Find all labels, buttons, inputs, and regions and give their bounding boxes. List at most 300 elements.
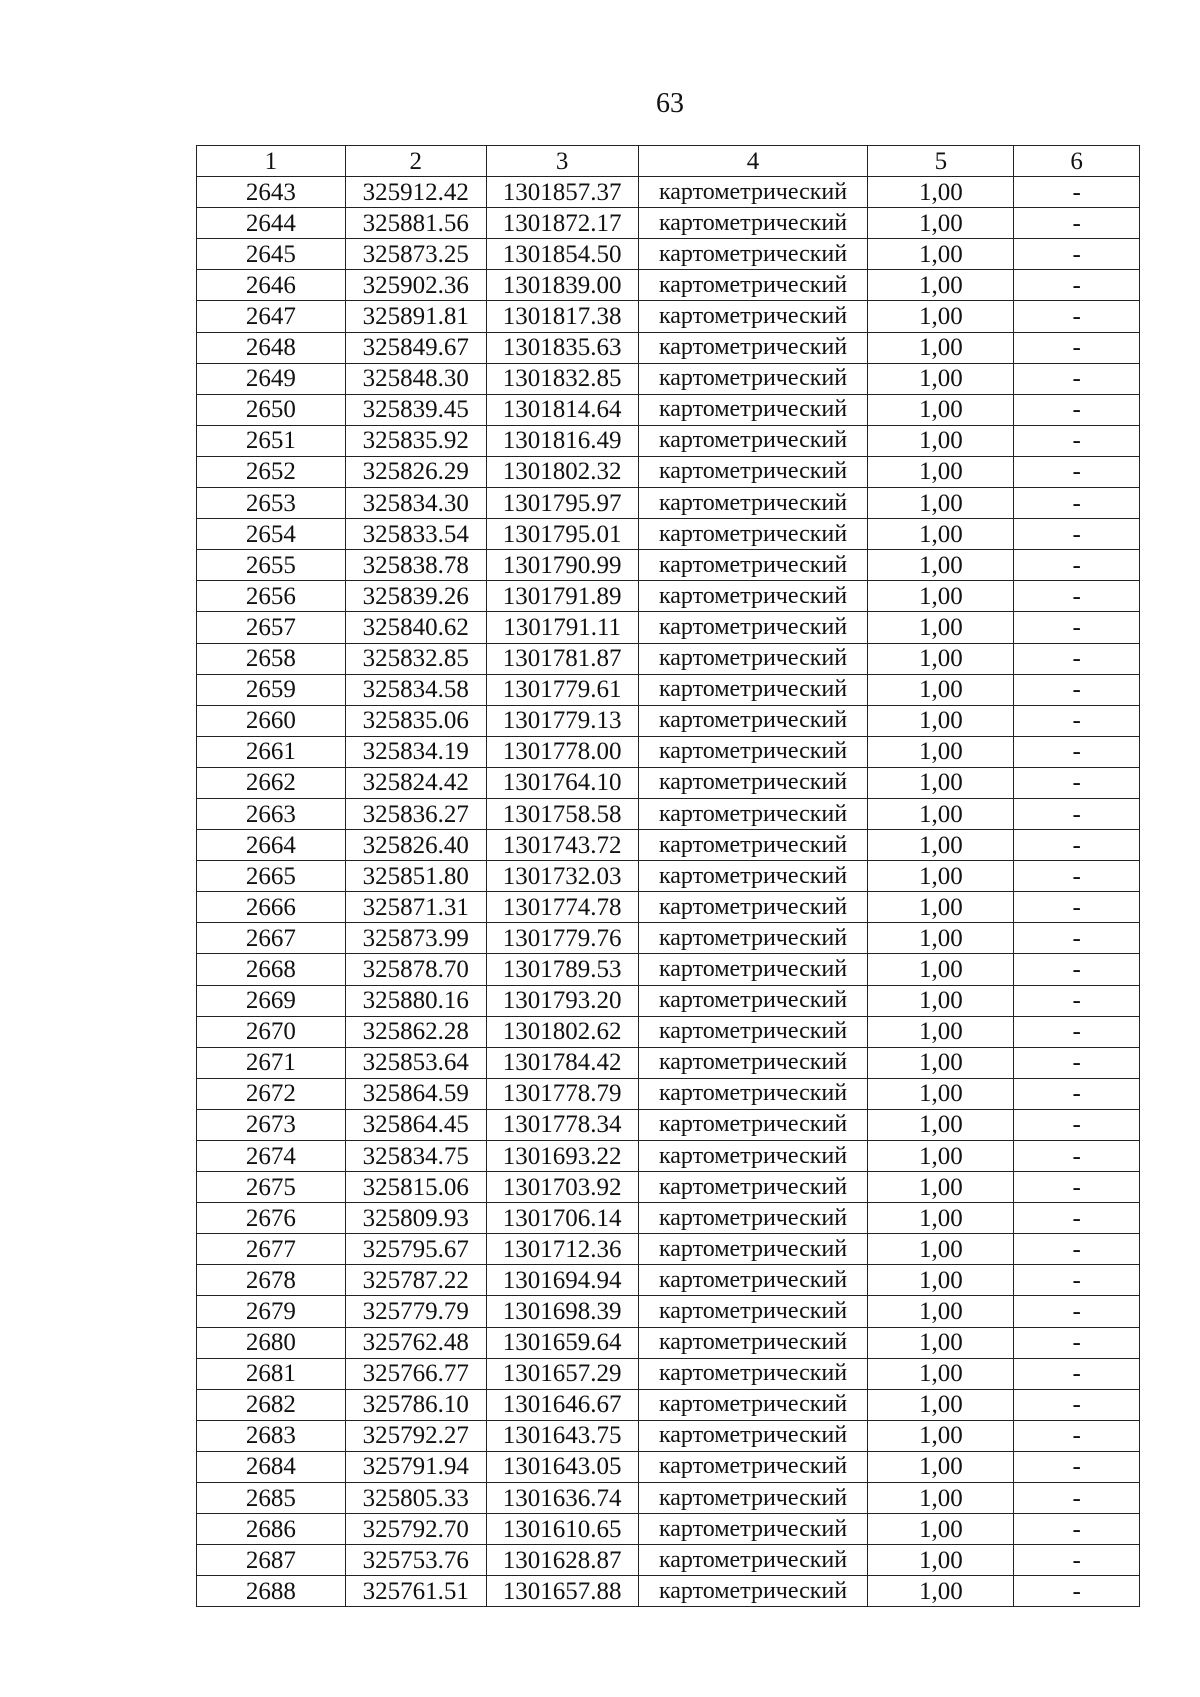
table-row [197,830,1140,861]
point-number-cell: 2651 [197,425,346,456]
y-coordinate-cell: 1301816.49 [486,425,638,456]
y-coordinate-cell: 1301657.88 [486,1576,638,1607]
method-cell: картометрический [638,612,868,643]
accuracy-cell: 1,00 [868,861,1014,892]
method-cell: картометрический [638,1141,868,1172]
table-row [197,985,1140,1016]
note-cell: - [1014,1358,1140,1389]
note-cell: - [1014,456,1140,487]
note-cell: - [1014,892,1140,923]
table-row [197,1296,1140,1327]
note-cell: - [1014,519,1140,550]
y-coordinate-cell: 1301857.37 [486,177,638,208]
accuracy-cell: 1,00 [868,767,1014,798]
note-cell: - [1014,1234,1140,1265]
point-number-cell: 2686 [197,1514,346,1545]
y-coordinate-cell: 1301779.13 [486,705,638,736]
note-cell: - [1014,1514,1140,1545]
method-cell: картометрический [638,1047,868,1078]
x-coordinate-cell: 325864.45 [345,1109,486,1140]
note-cell: - [1014,1545,1140,1576]
accuracy-cell: 1,00 [868,332,1014,363]
y-coordinate-cell: 1301781.87 [486,643,638,674]
table-row [197,1420,1140,1451]
point-number-cell: 2662 [197,767,346,798]
y-coordinate-cell: 1301784.42 [486,1047,638,1078]
method-cell: картометрический [638,1078,868,1109]
note-cell: - [1014,1203,1140,1234]
table-row [197,892,1140,923]
y-coordinate-cell: 1301758.58 [486,798,638,829]
table-row [197,1203,1140,1234]
x-coordinate-cell: 325839.45 [345,394,486,425]
method-cell: картометрический [638,394,868,425]
x-coordinate-cell: 325881.56 [345,208,486,239]
x-coordinate-cell: 325836.27 [345,798,486,829]
x-coordinate-cell: 325873.99 [345,923,486,954]
table-row [197,1358,1140,1389]
y-coordinate-cell: 1301835.63 [486,332,638,363]
table-row [197,208,1140,239]
accuracy-cell: 1,00 [868,892,1014,923]
accuracy-cell: 1,00 [868,1296,1014,1327]
point-number-cell: 2655 [197,550,346,581]
table-row [197,425,1140,456]
y-coordinate-cell: 1301636.74 [486,1483,638,1514]
note-cell: - [1014,954,1140,985]
point-number-cell: 2644 [197,208,346,239]
note-cell: - [1014,581,1140,612]
note-cell: - [1014,736,1140,767]
table-row [197,1234,1140,1265]
x-coordinate-cell: 325795.67 [345,1234,486,1265]
accuracy-cell: 1,00 [868,581,1014,612]
y-coordinate-cell: 1301698.39 [486,1296,638,1327]
method-cell: картометрический [638,954,868,985]
point-number-cell: 2676 [197,1203,346,1234]
point-number-cell: 2661 [197,736,346,767]
point-number-cell: 2656 [197,581,346,612]
x-coordinate-cell: 325761.51 [345,1576,486,1607]
method-cell: картометрический [638,581,868,612]
y-coordinate-cell: 1301694.94 [486,1265,638,1296]
table-row [197,1327,1140,1358]
y-coordinate-cell: 1301732.03 [486,861,638,892]
method-cell: картометрический [638,1576,868,1607]
accuracy-cell: 1,00 [868,798,1014,829]
method-cell: картометрический [638,1234,868,1265]
x-coordinate-cell: 325809.93 [345,1203,486,1234]
method-cell: картометрический [638,1203,868,1234]
method-cell: картометрический [638,1420,868,1451]
accuracy-cell: 1,00 [868,363,1014,394]
table-row [197,177,1140,208]
accuracy-cell: 1,00 [868,1234,1014,1265]
accuracy-cell: 1,00 [868,1420,1014,1451]
table-row [197,301,1140,332]
y-coordinate-cell: 1301872.17 [486,208,638,239]
note-cell: - [1014,1172,1140,1203]
point-number-cell: 2685 [197,1483,346,1514]
x-coordinate-cell: 325834.19 [345,736,486,767]
method-cell: картометрический [638,674,868,705]
method-cell: картометрический [638,519,868,550]
y-coordinate-cell: 1301703.92 [486,1172,638,1203]
method-cell: картометрический [638,550,868,581]
x-coordinate-cell: 325786.10 [345,1389,486,1420]
accuracy-cell: 1,00 [868,1514,1014,1545]
column-header: 4 [638,146,868,177]
x-coordinate-cell: 325779.79 [345,1296,486,1327]
method-cell: картометрический [638,488,868,519]
table-row [197,1514,1140,1545]
point-number-cell: 2665 [197,861,346,892]
note-cell: - [1014,923,1140,954]
method-cell: картометрический [638,1514,868,1545]
point-number-cell: 2660 [197,705,346,736]
point-number-cell: 2664 [197,830,346,861]
accuracy-cell: 1,00 [868,1203,1014,1234]
y-coordinate-cell: 1301791.11 [486,612,638,643]
table-row [197,1545,1140,1576]
accuracy-cell: 1,00 [868,736,1014,767]
point-number-cell: 2666 [197,892,346,923]
accuracy-cell: 1,00 [868,954,1014,985]
note-cell: - [1014,332,1140,363]
y-coordinate-cell: 1301743.72 [486,830,638,861]
accuracy-cell: 1,00 [868,612,1014,643]
point-number-cell: 2671 [197,1047,346,1078]
accuracy-cell: 1,00 [868,674,1014,705]
accuracy-cell: 1,00 [868,985,1014,1016]
point-number-cell: 2678 [197,1265,346,1296]
accuracy-cell: 1,00 [868,270,1014,301]
table-row [197,612,1140,643]
note-cell: - [1014,612,1140,643]
point-number-cell: 2677 [197,1234,346,1265]
x-coordinate-cell: 325805.33 [345,1483,486,1514]
y-coordinate-cell: 1301817.38 [486,301,638,332]
x-coordinate-cell: 325787.22 [345,1265,486,1296]
accuracy-cell: 1,00 [868,1451,1014,1482]
table-row [197,1172,1140,1203]
note-cell: - [1014,1047,1140,1078]
table-row [197,861,1140,892]
note-cell: - [1014,394,1140,425]
note-cell: - [1014,830,1140,861]
x-coordinate-cell: 325791.94 [345,1451,486,1482]
note-cell: - [1014,363,1140,394]
x-coordinate-cell: 325826.29 [345,456,486,487]
table-row [197,954,1140,985]
y-coordinate-cell: 1301659.64 [486,1327,638,1358]
y-coordinate-cell: 1301779.76 [486,923,638,954]
note-cell: - [1014,861,1140,892]
method-cell: картометрический [638,1016,868,1047]
accuracy-cell: 1,00 [868,1016,1014,1047]
accuracy-cell: 1,00 [868,705,1014,736]
x-coordinate-cell: 325815.06 [345,1172,486,1203]
accuracy-cell: 1,00 [868,394,1014,425]
table-row [197,705,1140,736]
accuracy-cell: 1,00 [868,208,1014,239]
y-coordinate-cell: 1301789.53 [486,954,638,985]
column-header: 5 [868,146,1014,177]
accuracy-cell: 1,00 [868,923,1014,954]
table-row [197,1109,1140,1140]
point-number-cell: 2682 [197,1389,346,1420]
table-row [197,1016,1140,1047]
method-cell: картометрический [638,767,868,798]
y-coordinate-cell: 1301628.87 [486,1545,638,1576]
point-number-cell: 2654 [197,519,346,550]
y-coordinate-cell: 1301802.32 [486,456,638,487]
point-number-cell: 2688 [197,1576,346,1607]
x-coordinate-cell: 325753.76 [345,1545,486,1576]
point-number-cell: 2679 [197,1296,346,1327]
note-cell: - [1014,1483,1140,1514]
y-coordinate-cell: 1301791.89 [486,581,638,612]
x-coordinate-cell: 325851.80 [345,861,486,892]
coordinates-table [196,145,1140,1607]
point-number-cell: 2672 [197,1078,346,1109]
point-number-cell: 2668 [197,954,346,985]
x-coordinate-cell: 325792.27 [345,1420,486,1451]
table-row [197,643,1140,674]
accuracy-cell: 1,00 [868,1576,1014,1607]
x-coordinate-cell: 325834.30 [345,488,486,519]
accuracy-cell: 1,00 [868,1141,1014,1172]
accuracy-cell: 1,00 [868,1109,1014,1140]
note-cell: - [1014,1420,1140,1451]
x-coordinate-cell: 325864.59 [345,1078,486,1109]
method-cell: картометрический [638,425,868,456]
table-row [197,363,1140,394]
note-cell: - [1014,1078,1140,1109]
point-number-cell: 2649 [197,363,346,394]
table-row [197,332,1140,363]
accuracy-cell: 1,00 [868,1172,1014,1203]
method-cell: картометрический [638,456,868,487]
note-cell: - [1014,767,1140,798]
y-coordinate-cell: 1301657.29 [486,1358,638,1389]
note-cell: - [1014,798,1140,829]
column-header: 6 [1014,146,1140,177]
x-coordinate-cell: 325848.30 [345,363,486,394]
note-cell: - [1014,643,1140,674]
point-number-cell: 2675 [197,1172,346,1203]
y-coordinate-cell: 1301790.99 [486,550,638,581]
y-coordinate-cell: 1301854.50 [486,239,638,270]
x-coordinate-cell: 325834.58 [345,674,486,705]
method-cell: картометрический [638,301,868,332]
x-coordinate-cell: 325839.26 [345,581,486,612]
x-coordinate-cell: 325834.75 [345,1141,486,1172]
note-cell: - [1014,1016,1140,1047]
method-cell: картометрический [638,270,868,301]
y-coordinate-cell: 1301693.22 [486,1141,638,1172]
x-coordinate-cell: 325824.42 [345,767,486,798]
y-coordinate-cell: 1301802.62 [486,1016,638,1047]
table-row [197,239,1140,270]
point-number-cell: 2648 [197,332,346,363]
note-cell: - [1014,550,1140,581]
page-number: 63 [656,88,684,119]
accuracy-cell: 1,00 [868,519,1014,550]
y-coordinate-cell: 1301795.01 [486,519,638,550]
point-number-cell: 2645 [197,239,346,270]
point-number-cell: 2650 [197,394,346,425]
x-coordinate-cell: 325833.54 [345,519,486,550]
table-row [197,550,1140,581]
x-coordinate-cell: 325766.77 [345,1358,486,1389]
note-cell: - [1014,1141,1140,1172]
note-cell: - [1014,1389,1140,1420]
column-header: 2 [345,146,486,177]
table-row [197,1047,1140,1078]
method-cell: картометрический [638,1483,868,1514]
note-cell: - [1014,1327,1140,1358]
x-coordinate-cell: 325835.92 [345,425,486,456]
column-header: 3 [486,146,638,177]
note-cell: - [1014,985,1140,1016]
method-cell: картометрический [638,1265,868,1296]
method-cell: картометрический [638,798,868,829]
method-cell: картометрический [638,1451,868,1482]
x-coordinate-cell: 325862.28 [345,1016,486,1047]
y-coordinate-cell: 1301643.75 [486,1420,638,1451]
x-coordinate-cell: 325902.36 [345,270,486,301]
table-row [197,1141,1140,1172]
table-row [197,798,1140,829]
method-cell: картометрический [638,705,868,736]
y-coordinate-cell: 1301610.65 [486,1514,638,1545]
method-cell: картометрический [638,830,868,861]
y-coordinate-cell: 1301778.79 [486,1078,638,1109]
accuracy-cell: 1,00 [868,1078,1014,1109]
table-row [197,736,1140,767]
point-number-cell: 2653 [197,488,346,519]
y-coordinate-cell: 1301778.34 [486,1109,638,1140]
point-number-cell: 2658 [197,643,346,674]
x-coordinate-cell: 325849.67 [345,332,486,363]
point-number-cell: 2674 [197,1141,346,1172]
accuracy-cell: 1,00 [868,239,1014,270]
point-number-cell: 2687 [197,1545,346,1576]
table-row [197,1483,1140,1514]
method-cell: картометрический [638,1296,868,1327]
table-row [197,767,1140,798]
table-row [197,1389,1140,1420]
table-row [197,1265,1140,1296]
method-cell: картометрический [638,923,868,954]
table-row [197,488,1140,519]
accuracy-cell: 1,00 [868,488,1014,519]
point-number-cell: 2683 [197,1420,346,1451]
x-coordinate-cell: 325853.64 [345,1047,486,1078]
y-coordinate-cell: 1301706.14 [486,1203,638,1234]
method-cell: картометрический [638,892,868,923]
method-cell: картометрический [638,861,868,892]
table-row [197,1576,1140,1607]
y-coordinate-cell: 1301814.64 [486,394,638,425]
method-cell: картометрический [638,1109,868,1140]
point-number-cell: 2684 [197,1451,346,1482]
table-row [197,456,1140,487]
table-row [197,923,1140,954]
x-coordinate-cell: 325832.85 [345,643,486,674]
table-row [197,674,1140,705]
table-row [197,581,1140,612]
method-cell: картометрический [638,1172,868,1203]
accuracy-cell: 1,00 [868,1389,1014,1420]
method-cell: картометрический [638,363,868,394]
x-coordinate-cell: 325840.62 [345,612,486,643]
accuracy-cell: 1,00 [868,1265,1014,1296]
note-cell: - [1014,208,1140,239]
method-cell: картометрический [638,1327,868,1358]
accuracy-cell: 1,00 [868,1483,1014,1514]
x-coordinate-cell: 325871.31 [345,892,486,923]
note-cell: - [1014,425,1140,456]
note-cell: - [1014,301,1140,332]
point-number-cell: 2667 [197,923,346,954]
accuracy-cell: 1,00 [868,1327,1014,1358]
table-row [197,519,1140,550]
x-coordinate-cell: 325792.70 [345,1514,486,1545]
point-number-cell: 2652 [197,456,346,487]
note-cell: - [1014,1576,1140,1607]
note-cell: - [1014,1265,1140,1296]
x-coordinate-cell: 325878.70 [345,954,486,985]
y-coordinate-cell: 1301779.61 [486,674,638,705]
note-cell: - [1014,239,1140,270]
point-number-cell: 2680 [197,1327,346,1358]
point-number-cell: 2681 [197,1358,346,1389]
note-cell: - [1014,1296,1140,1327]
note-cell: - [1014,674,1140,705]
note-cell: - [1014,488,1140,519]
method-cell: картометрический [638,643,868,674]
table-row [197,1078,1140,1109]
x-coordinate-cell: 325835.06 [345,705,486,736]
accuracy-cell: 1,00 [868,177,1014,208]
method-cell: картометрический [638,1389,868,1420]
method-cell: картометрический [638,332,868,363]
y-coordinate-cell: 1301778.00 [486,736,638,767]
note-cell: - [1014,1109,1140,1140]
point-number-cell: 2646 [197,270,346,301]
note-cell: - [1014,1451,1140,1482]
table-row [197,1451,1140,1482]
method-cell: картометрический [638,177,868,208]
point-number-cell: 2669 [197,985,346,1016]
x-coordinate-cell: 325826.40 [345,830,486,861]
accuracy-cell: 1,00 [868,550,1014,581]
y-coordinate-cell: 1301832.85 [486,363,638,394]
accuracy-cell: 1,00 [868,643,1014,674]
method-cell: картометрический [638,208,868,239]
y-coordinate-cell: 1301839.00 [486,270,638,301]
x-coordinate-cell: 325891.81 [345,301,486,332]
note-cell: - [1014,705,1140,736]
x-coordinate-cell: 325838.78 [345,550,486,581]
y-coordinate-cell: 1301774.78 [486,892,638,923]
y-coordinate-cell: 1301712.36 [486,1234,638,1265]
method-cell: картометрический [638,736,868,767]
method-cell: картометрический [638,1545,868,1576]
point-number-cell: 2657 [197,612,346,643]
